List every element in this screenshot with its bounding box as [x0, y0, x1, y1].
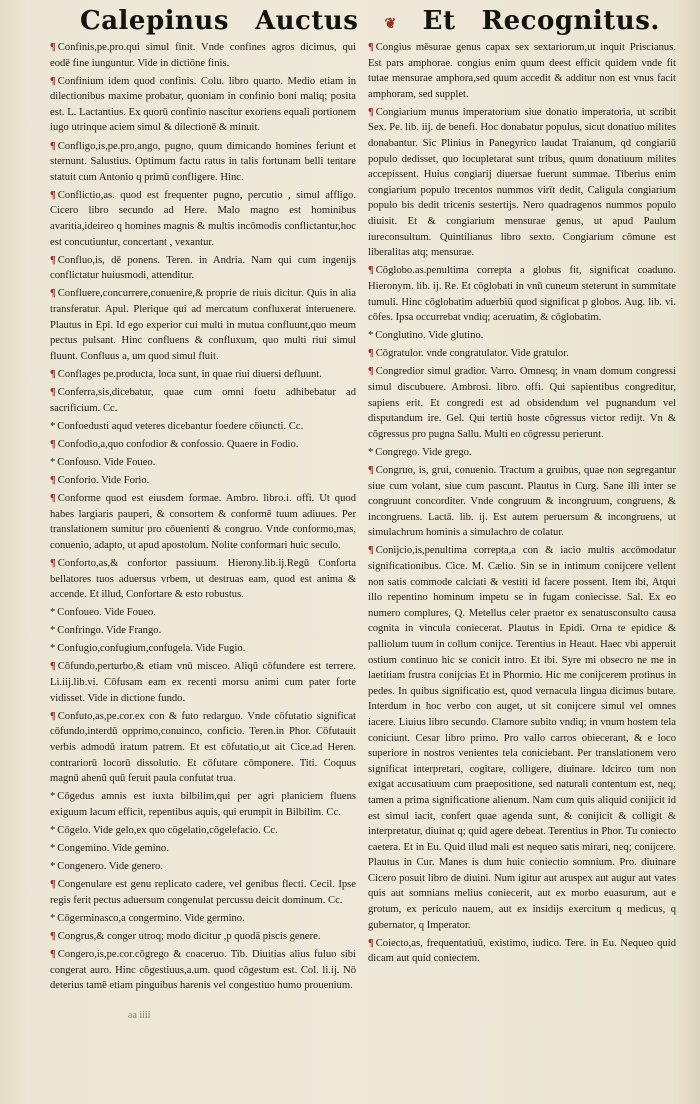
asterisk-mark-icon: * [50, 625, 56, 637]
dictionary-entry [50, 947, 356, 994]
entry-text: Conforme quod est eiusdem formae. Ambro. libro.i. offi. Ut quod habes largiaris pauperi, & consortem & conformē tuum adiuues. Per translationem sumitur pro cōuenienti & congruo. Vnde conformo,mas, conuenio, adapto, ut apud apostolum. Nolite conformari huic seculo. [50, 493, 356, 551]
dictionary-entry [50, 929, 356, 945]
entry-text: Cōgedus amnis est iuxta bilbilim,qui per agri planiciem fluens exiguum lacum efficit, repentibus aquis, qui erumpit in Bilbilim. Cc. [50, 791, 356, 818]
entry-text: Cōglobo.as.penultima correpta a globus fit, significat coaduno. Hieronym. lib. ij. Re. Et cōglobati in vnū cuneum steterunt in summitate tumuli. Hinc cōglobatim aduerbiū quod significat p globos. Aug. lib. vi. cōfes. Ipsa occurrebat vndiq; aceruatim, & cōglobatim. [368, 265, 676, 324]
pilcrow-mark-icon: ¶ [368, 545, 374, 557]
dictionary-entry [50, 556, 356, 603]
dictionary-entry [50, 491, 356, 553]
entry-text: Confinium idem quod confinis. Colu. libro quarto. Medio etiam in dilectionibus maxime probatur, quoniam in confinio boni maliq; posita est. L. Lactantius. Ex quorū confinio nascitur exoriens equali portionem iugo utrinque aciem simul & dilectionē & minuit. [50, 75, 356, 134]
pilcrow-mark-icon: ¶ [368, 348, 374, 360]
asterisk-mark-icon: * [368, 330, 374, 342]
fleuron-ornament-icon: ❦ [384, 16, 397, 32]
dictionary-entry [368, 328, 676, 344]
dictionary-entry [50, 859, 356, 875]
dictionary-entry [50, 40, 356, 71]
pilcrow-mark-icon: ¶ [50, 438, 56, 450]
entry-text: Confodio,a,quo confodior & confossio. Quaere in Fodio. [57, 438, 299, 450]
pilcrow-mark-icon: ¶ [50, 710, 56, 722]
entry-text: Confligo,is,pe.pro,ango, pugno, quum dimicando homines feriunt et sternunt. Salustius. Optimum factu ratus in talis fortunam belli tentare statuit cum Antonio q primū confligere. Hinc. [50, 140, 356, 183]
header-word-recognitus: Recognitus. [481, 6, 660, 36]
asterisk-mark-icon: * [50, 912, 56, 924]
pilcrow-mark-icon: ¶ [368, 265, 374, 277]
pilcrow-mark-icon: ¶ [50, 879, 56, 891]
dictionary-entry [368, 543, 676, 933]
dictionary-entry [368, 445, 676, 461]
pilcrow-mark-icon: ¶ [50, 930, 56, 942]
entry-text: Confoueo. Vide Foueo. [57, 607, 156, 619]
entry-text: Confouso. Vide Foueo. [57, 456, 156, 468]
entry-text: Conforto,as,& confortor passiuum. Hierony.lib.ij.Regū Conforta bellatores tuos aduersus vrbem, ut destruas eam, quod est anima & accende. Et illud, Confortare & esto robustus. [50, 557, 356, 601]
dictionary-entry [368, 105, 676, 261]
pilcrow-mark-icon: ¶ [50, 493, 56, 505]
dictionary-entry [50, 877, 356, 908]
entry-text: Confinis,pe.pro.qui simul finit. Vnde confines agros dicimus, qui eodē fine iunguntur. Vide in dictiōne finis. [50, 42, 356, 69]
pilcrow-mark-icon: ¶ [50, 474, 56, 486]
asterisk-mark-icon: * [50, 607, 56, 619]
dictionary-entry [368, 40, 676, 102]
dictionary-entry [50, 605, 356, 621]
entry-text: Conferra,sis,dicebatur, quae cum omni foetu adhibebatur ad sacrificium. Cc. [50, 386, 356, 414]
entry-text: Confluere,concurrere,conuenire,& proprie de riuis dicitur. Quis in alia transferatur. Apul. Plerique qui ad mercatum confluxerat interuenere. Plautus in Epi. Id ego experior cui multi in mutua confluunt,quo meum pectus pulsant. Hinc confluens & confluxum, quo multi riui simul fluunt. Confluus a, um quod simul fluit. [50, 288, 356, 362]
pilcrow-mark-icon: ¶ [368, 106, 374, 118]
dictionary-entry [50, 437, 356, 453]
pilcrow-mark-icon: ¶ [50, 368, 56, 380]
right-text-column [368, 40, 676, 969]
dictionary-entry [50, 139, 356, 186]
entry-text: Conflages pe.producta, loca sunt, in quae riui diuersi defluunt. [57, 368, 322, 380]
dictionary-entry [50, 659, 356, 706]
entry-text: Conflictio,as. quod est frequenter pugno, percutio , simul affligo. Cicero libro secundo ad Here. Malo magno est hominibus avaritia,ideireo q homines magnis & multis incōmodis conflictantur,hoc est concutiuntur, concertant , vexantur. [50, 189, 356, 248]
entry-text: Confoedusti aqud veteres dicebantur foedere cōiuncti. Cc. [57, 420, 304, 432]
pilcrow-mark-icon: ¶ [368, 464, 374, 476]
dictionary-entry [50, 253, 356, 284]
pilcrow-mark-icon: ¶ [368, 366, 374, 378]
dictionary-entry [50, 911, 356, 927]
pilcrow-mark-icon: ¶ [50, 288, 56, 300]
pilcrow-mark-icon: ¶ [368, 42, 374, 53]
pilcrow-mark-icon: ¶ [50, 254, 56, 266]
asterisk-mark-icon: * [50, 861, 56, 873]
page-footer-marks: aa iiii [128, 1010, 151, 1021]
dictionary-entry [368, 936, 676, 967]
dictionary-entry [50, 709, 356, 787]
dictionary-entry [368, 263, 676, 325]
dictionary-entry [50, 367, 356, 383]
asterisk-mark-icon: * [50, 824, 56, 836]
entry-text: Cōgelo. Vide gelo,ex quo cōgelatio,cōgelefacio. Cc. [57, 824, 278, 836]
dictionary-entry [368, 463, 676, 541]
entry-text: Cōfundo,perturbo,& etiam vnū misceo. Aliqū cōfundere est terrere. Li.iij.lib.vi. Cōfusam eam ex recenti morsu animi cum pater forte vidisset. Vide in dictione fundo. [50, 661, 356, 704]
entry-text: Congrego. Vide grego. [375, 446, 472, 458]
entry-text: Cōgratulor. vnde congratulator. Vide gratulor. [375, 348, 569, 360]
entry-text: Coiecto,as, frequentatiuū, existimo, iudico. Tere. in Eu. Nequeo quid dicam aut quid coniectem. [368, 937, 676, 965]
asterisk-mark-icon: * [368, 446, 374, 458]
entry-text: Confuto,as,pe.cor.ex con & futo redarguo. Vnde cōfutatio significat cōfundo,interdū opprimo,conuinco, conficio. Teren.in Phor. Cōfutauit verbis admodū iratum patrem. Et est cōfutatio,ut ait Cice.ad Heren. contrariorū locorū dissolutio. Et cōfutare cōmponere. Titi. Coquus magnū ahenū quū feruit paula confutat trua. [50, 710, 356, 785]
asterisk-mark-icon: * [50, 643, 56, 655]
entry-text: Confringo. Vide Frango. [57, 625, 162, 637]
dictionary-entry [50, 473, 356, 489]
dictionary-entry [368, 346, 676, 362]
left-text-column [50, 40, 356, 996]
asterisk-mark-icon: * [50, 456, 56, 468]
running-header [80, 6, 660, 42]
dictionary-entry [50, 455, 356, 471]
pilcrow-mark-icon: ¶ [50, 189, 56, 201]
entry-text: Conijcio,is,penultima correpta,a con & iacio multis accōmodatur significationibus. Cice. M. Cælio. Sin se in intimum conijcere vellent non satis commode calciati & vestiti id facere possent. Item ibi, Atqui illo repentino hominum impetu se in fugam coniecisse. Sal. Ex eo numero complures, Q. Metellus celer praetor ex senatusconsulto causa cognita in vincula coniecerat. Plautus in Epidi. Orna te epidice & palliolum tuum in collum conijce. Terentius in Heaut. Haec vbi apperuit ostium continuo hic se conicit intro. Et ibi. Syre mi obsecro ne me in laetitiam frustra conijcias Et in Phormio. Hic me conijcerem protinus in pedes. In quibus significatio est, quod vernacula lingua dicimus butare. Interdum in hoc verbo con auget, ut sit conijcere simul vel omnes iacere. Liuius libro secundo. Clamore subito vndiq; in vnum hostem tela coniciunt. Cesar libro primo. Pro vallo carros obiecerant, & e loco superiore in nostros venientes tela coniciebant. Per translationem vero significat interpretari, cogitare, colligere, diuinare. Idcirco tum non exigat accusatiuum cum praepositione, sed naturali contentum est, neq; tamen a prima significatione alienum. Nam cum quis aliquid conijicit id est simul iacit, confert quae agenda sunt, & conijicit & colligit & interpretatur, diuinat q; quid agere debeat. Terentius in Phor. Tu coniecto caetera. Et in Eu. Quid illud mali est nequeo satis mirari, neq; conijcere. Plautus in Cur. Manes is dum huic coniectio somnium. Pro. diuinare Cicero posuit libro de diuini. Num igitur aut aruspex aut augur aut vates quis aut somnians melius coniecerit, aut ex morbo euasurum, aut e grotum, ex periculo nauem, aut ex insidijs exercitum q medicus, q gubernator, q Imperator. [368, 545, 676, 931]
entry-text: Congredior simul gradior. Varro. Omnesq; in vnam domum congressi simul discubuere. Ambrosi. libro. offi. Qui sapientibus congreditur, sapiens erit. Et congredi est ad obsidendum vel pugnandum vel disputandum ire. Gel. Qui tertiū hoste cōgressus victor redijt. Vn & cōgressus pro pugna Sallu. Multi eo cōgressu perierunt. [368, 366, 676, 440]
entry-text: Congenero. Vide genero. [57, 861, 163, 873]
asterisk-mark-icon: * [50, 791, 56, 803]
dictionary-entry [50, 789, 356, 820]
dictionary-entry [50, 74, 356, 136]
entry-text: Confugio,confugium,confugela. Vide Fugio. [57, 643, 246, 655]
entry-text: Congemino. Vide gemino. [57, 843, 169, 854]
entry-text: Congiarium munus imperatorium siue donatio imperatoria, ut scribit Sex. Pe. lib. iij. de benefi. Hoc donabatur populus, sicut donatiuo milites donabantur. Sic Plinius in Panegyrico laudat Traianum, qd congiariū populo dedisset, quo locupletarat sunt tribus, quum donatiuum milites accepissent. Huius congiarij diuersae fuerunt summae. Tiberius enim congiarium populo trecentos nummos virīt dedit, Caligula congiarium populo bis dedit tricenis sestertijs. Nero quadragenos nummos populo diuisit. Et & congiarium mensurae genus, ut apud Paulum iureconsultum. Quintilianus libro sexto. Congiarium cōmune est liberalitas atq; mensurae. [368, 106, 676, 259]
header-word-auctus: Auctus [254, 6, 359, 36]
pilcrow-mark-icon: ¶ [50, 42, 56, 53]
pilcrow-mark-icon: ¶ [50, 140, 56, 152]
entry-text: Congius mēsurae genus capax sex sextariorum,ut inquit Priscianus. Est pars amphorae. congius enim quum deest efficit quidem vnde fit tutae mensurae amphora,sed quum accedit & additur non est vnus facit amphoram, sed supplet. [368, 42, 676, 100]
dictionary-entry [50, 623, 356, 639]
entry-text: Conforio. Vide Forio. [57, 474, 150, 486]
dictionary-entry [50, 823, 356, 839]
pilcrow-mark-icon: ¶ [50, 557, 56, 569]
dictionary-entry [50, 385, 356, 416]
entry-text: Confluo,is, dē ponens. Teren. in Andria. Nam qui cum ingenijs conflictatur huiusmodi, attenditur. [50, 254, 356, 282]
dictionary-entry [50, 188, 356, 250]
dictionary-entry [50, 286, 356, 364]
entry-text: Congenulare est genu replicato cadere, vel genibus flecti. Cecil. Ipse regis ferit pectus aduersum congenulat percussu deicit dominum. Cc. [50, 879, 356, 906]
entry-text: Congrus,& conger utroq; modo dicitur ,p quodā piscis genere. [57, 930, 321, 942]
header-word-et: Et [422, 6, 456, 36]
header-word-calepinus: Calepinus [80, 6, 229, 36]
asterisk-mark-icon: * [50, 420, 56, 432]
dictionary-entry [50, 641, 356, 657]
dictionary-entry [50, 419, 356, 435]
pilcrow-mark-icon: ¶ [368, 937, 374, 949]
pilcrow-mark-icon: ¶ [50, 949, 56, 961]
entry-text: Conglutino. Vide glutino. [375, 330, 484, 342]
dictionary-entry [50, 841, 356, 857]
dictionary-entry [368, 364, 676, 442]
entry-text: Congero,is,pe.cor.cōgrego & coaceruo. Tib. Diuitias alius fuluo sibi congerat auro. Hinc cōgestiuus,a.um. quod cōgestum est. Col. li.ij. Nō deterius tamē etiam pinguibus harenis vel congestiuo humo prouenium. [50, 949, 356, 992]
pilcrow-mark-icon: ¶ [50, 661, 56, 673]
entry-text: Cōgerminasco,a congermino. Vide germino. [57, 912, 245, 924]
pilcrow-mark-icon: ¶ [50, 75, 56, 87]
pilcrow-mark-icon: ¶ [50, 386, 56, 398]
asterisk-mark-icon: * [50, 843, 56, 854]
entry-text: Congruo, is, grui, conuenio. Tractum a gruibus, quae non segregantur siue cum volant, siue cum pascunt. Plautus in Curg. Sane illi inter se congruunt concorditer. Vnde congruum & incongruum, congruens, & incongruens. Lactā. lib. ij. Est autem peruersum & incongruens, ut simulachrum hominis a simulachro de colatur. [368, 464, 676, 539]
